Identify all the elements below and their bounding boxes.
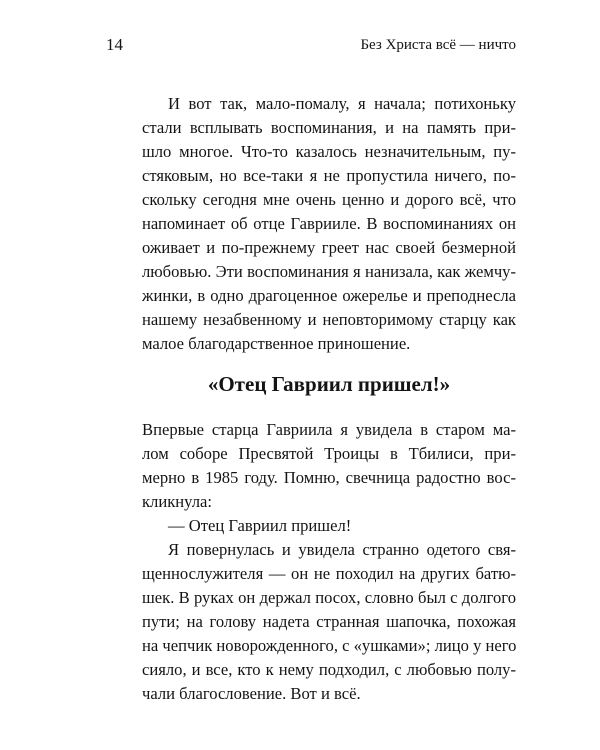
section-heading: «Отец Гавриил пришел!» — [207, 372, 451, 396]
text-line: любовью. Эти воспоминания я нанизала, как жемчу- — [142, 262, 516, 281]
text-line: стали всплывать воспоминания, и на память при- — [142, 118, 516, 137]
text-line: чали благословение. Вот и всё. — [142, 684, 361, 703]
text-line: лом соборе Пресвятой Троицы в Тбилиси, при- — [142, 444, 516, 463]
page-number: 14 — [106, 35, 123, 54]
text-line: Впервые старца Гавриила я увидела в старом ма- — [142, 420, 516, 439]
text-line: И вот так, мало-помалу, я начала; потихоньку — [168, 94, 516, 113]
text-line: жинки, в одно драгоценное ожерелье и преподнесла — [142, 286, 516, 305]
text-line: на чепчик новорожденного, с «ушками»; лицо у него — [142, 636, 517, 655]
text-line: малое благодарственное приношение. — [142, 334, 411, 353]
text-line: скольку сегодня мне очень ценно и дорого всё, что — [142, 190, 516, 209]
text-line: мерно в 1985 году. Помню, свечница радостно вос- — [142, 468, 516, 487]
text-line: кликнула: — [142, 492, 212, 511]
text-line: нашему незабвенному и неповторимому старцу как — [142, 310, 516, 329]
running-head: Без Христа всё — ничто — [360, 37, 516, 53]
text-line: щеннослужителя — он не походил на других батю- — [142, 564, 516, 583]
text-line: Я повернулась и увидела странно одетого свя- — [168, 540, 516, 559]
text-line: шло многое. Что-то казалось незначительным, пу- — [142, 142, 516, 161]
text-line: напоминает об отце Гаврииле. В воспоминаниях он — [142, 214, 516, 233]
text-line: стяковым, но все-таки я не пропустила ничего, по- — [142, 166, 516, 185]
text-line: — Отец Гавриил пришел! — [168, 516, 352, 535]
text-line: шек. В руках он держал посох, словно был с долгого — [142, 588, 516, 607]
text-line: сияло, и все, кто к нему подходил, с любовью полу- — [142, 660, 516, 679]
text-line: оживает и по-прежнему греет нас своей безмерной — [142, 238, 516, 257]
text-line: пути; на голову надета странная шапочка, похожая — [142, 612, 516, 631]
